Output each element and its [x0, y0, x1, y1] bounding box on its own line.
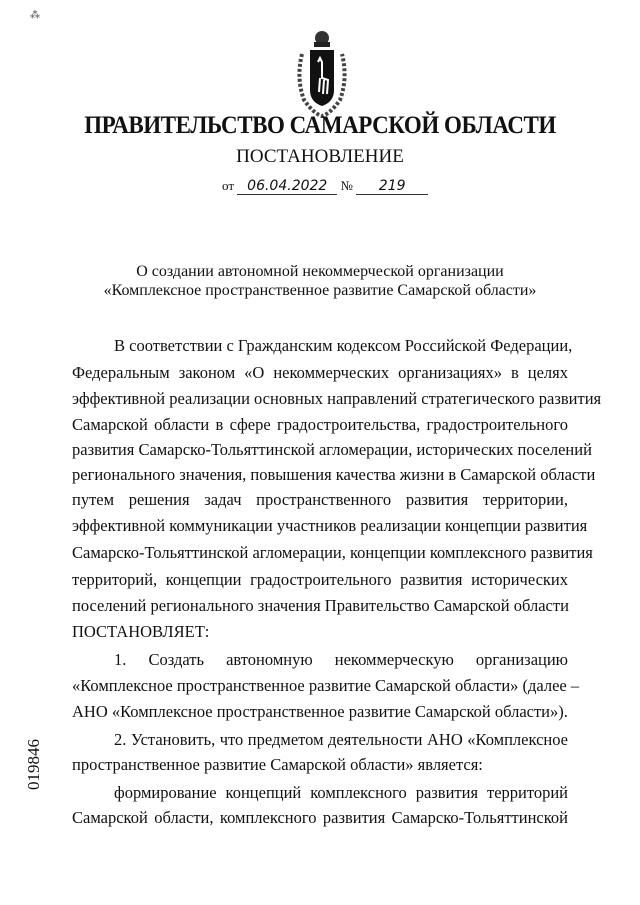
date-prefix: от [222, 178, 235, 193]
body-line: путем решения задач пространственного развития территории, [72, 490, 568, 509]
body-line: формирование концепций комплексного развития территорий [114, 783, 568, 802]
body-line: развития Самарско-Тольяттинской агломерации, исторических поселений [72, 440, 592, 459]
body-line: Федеральным законом «О некоммерческих организациях» в целях [72, 363, 568, 382]
body-line: регионального значения, повышения качества жизни в Самарской области [72, 465, 596, 484]
body-line: эффективной реализации основных направлений стратегического развития [72, 389, 602, 408]
body-line: территорий, концепции градостроительного развития исторических [72, 570, 568, 589]
number-value: 219 [356, 178, 428, 195]
coat-of-arms-emblem [296, 28, 348, 118]
body-line: Самарской области в сфере градостроительства, градостроительного [72, 415, 568, 434]
date-value: 06.04.2022 [237, 178, 337, 195]
title-line: О создании автономной некоммерческой организации [136, 263, 504, 280]
body-line: ПОСТАНОВЛЯЕТ: [72, 622, 210, 641]
date-number-line [222, 178, 428, 195]
document-type: ПОСТАНОВЛЕНИЕ [236, 146, 404, 167]
organization-name: ПРАВИТЕЛЬСТВО САМАРСКОЙ ОБЛАСТИ [84, 112, 556, 139]
body-line: 1. Создать автономную некоммерческую организацию [114, 650, 568, 669]
body-line: пространственное развитие Самарской области» является: [72, 755, 483, 774]
body-line: «Комплексное пространственное развитие Самарской области» (далее – [72, 676, 580, 695]
number-prefix: № [340, 178, 353, 193]
body-line: 2. Установить, что предметом деятельности АНО «Комплексное [114, 730, 568, 749]
body-line: поселений регионального значения Правительство Самарской области [72, 596, 569, 615]
body-line: АНО «Комплексное пространственное развитие Самарской области»). [72, 702, 568, 721]
body-line: эффективной коммуникации участников реализации концепции развития [72, 516, 588, 535]
scan-mark: ⁂ [30, 10, 40, 21]
body-line: Самарской области, комплексного развития Самарско-Тольяттинской [72, 808, 568, 827]
document-title [0, 262, 640, 300]
title-line: «Комплексное пространственное развитие Самарской области» [103, 282, 537, 299]
body-line: В соответствии с Гражданским кодексом Российской Федерации, [114, 336, 573, 355]
serial-number: 019846 [24, 739, 43, 790]
body-line: Самарско-Тольяттинской агломерации, концепции комплексного развития [72, 543, 593, 562]
